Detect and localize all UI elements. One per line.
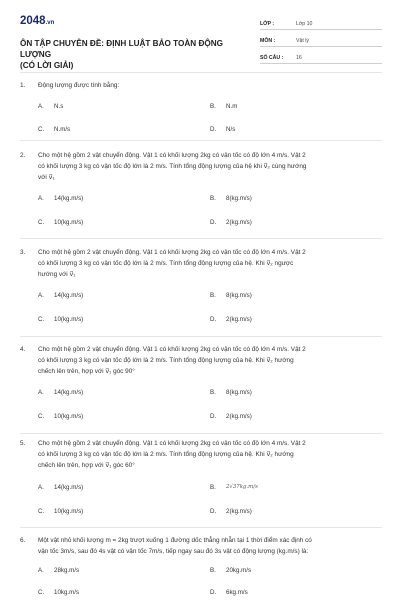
option-c[interactable]: C. 10(kg.m/s) xyxy=(38,508,84,515)
option-a[interactable]: A. 14(kg.m/s) xyxy=(38,292,84,299)
option-d[interactable]: D. 2(kg.m/s) xyxy=(210,219,252,226)
option-text: 10(kg.m/s) xyxy=(54,316,84,323)
question-text-line: Một vật nhỏ khối lượng m = 2kg trượt xuống 1 đường dốc thẳng nhẵn tại 1 thời điểm xác định có xyxy=(38,537,312,544)
option-c[interactable]: C. 10(kg.m/s) xyxy=(38,316,84,323)
meta-key: LỚP : xyxy=(260,21,275,27)
question-text-line: Cho một hệ gồm 2 vật chuyển động. Vật 1 có khối lượng 2kg có vận tốc có độ lớn 4 m/s. Vật 2 xyxy=(38,346,306,353)
question-3 xyxy=(20,247,382,323)
option-text: N.s xyxy=(54,103,64,110)
title-line-1: ÔN TẬP CHUYÊN ĐỀ: ĐỊNH LUẬT BẢO TOÀN ĐỘNG LƯỢNG xyxy=(20,39,224,59)
option-text: 2(kg.m/s) xyxy=(226,413,252,420)
option-d[interactable]: D. 2(kg.m/s) xyxy=(210,508,252,515)
header-left xyxy=(20,14,240,80)
document-title xyxy=(20,38,240,71)
question-text-line: Cho một hệ gồm 2 vật chuyển động. Vật 1 có khối lượng 2kg có vận tốc có độ lớn 4 m/s. Vật 2 xyxy=(38,249,306,256)
option-text: 8(kg.m/s) xyxy=(226,292,252,299)
brand-name: 2048 xyxy=(20,15,46,27)
option-d[interactable]: D. N/s xyxy=(210,126,236,133)
option-text: N/s xyxy=(226,126,236,133)
option-d[interactable]: D. 6kg.m/s xyxy=(210,589,248,596)
brand-logo[interactable] xyxy=(20,14,240,30)
option-text: 10(kg.m/s) xyxy=(54,413,84,420)
question-divider xyxy=(20,140,382,141)
option-a[interactable]: A. 28kg.m/s xyxy=(38,567,80,574)
question-text-line: Cho một hệ gồm 2 vật chuyển động. Vật 1 có khối lượng 2kg có vận tốc có độ lớn 4 m/s. Vật 2 xyxy=(38,152,306,159)
option-a[interactable]: A. 14(kg.m/s) xyxy=(38,195,84,202)
meta-row-count xyxy=(260,50,382,64)
option-text: 8(kg.m/s) xyxy=(226,195,252,202)
question-text-line: Cho một hệ gồm 2 vật chuyển động. Vật 1 có khối lượng 2kg có vận tốc có độ lớn 4 m/s. Vật 2 xyxy=(38,440,306,447)
option-text: 6kg.m/s xyxy=(226,589,248,596)
meta-info xyxy=(260,16,382,80)
meta-key: SỐ CÂU : xyxy=(260,55,284,61)
question-2 xyxy=(20,150,382,226)
meta-row-subject xyxy=(260,33,382,47)
question-1 xyxy=(20,80,382,133)
question-text-line: có khối lượng 3 kg có vận tốc độ lớn là 2 m/s. Tính tổng động lượng của hệ khi v⃗₂ cùng hướng xyxy=(38,163,307,170)
question-6 xyxy=(20,535,382,596)
question-text: Động lượng được tính bằng: xyxy=(38,82,120,89)
option-text: 2(kg.m/s) xyxy=(226,219,252,226)
option-d[interactable]: D. 2(kg.m/s) xyxy=(210,413,252,420)
meta-row-class xyxy=(260,16,382,30)
option-text: 10kg.m/s xyxy=(54,589,80,596)
question-number: 2. xyxy=(20,152,26,159)
meta-key: MÔN : xyxy=(260,38,276,44)
question-number: 1. xyxy=(20,82,26,89)
question-text-line: với v⃗₁ xyxy=(38,174,55,181)
question-number: 6. xyxy=(20,537,26,544)
question-divider xyxy=(20,433,382,434)
option-a[interactable]: A. N.s xyxy=(38,103,64,110)
option-a[interactable]: A. 14(kg.m/s) xyxy=(38,484,84,491)
question-4 xyxy=(20,344,382,420)
question-divider xyxy=(20,336,382,337)
option-text: 2√37kg.m/s xyxy=(226,484,258,490)
question-text-line: hướng với v⃗₁ xyxy=(38,271,76,278)
meta-value: Vật lý xyxy=(296,38,309,44)
option-b[interactable]: B. 2√37kg.m/s xyxy=(210,484,258,491)
brand-tld: .vn xyxy=(45,20,55,26)
option-d[interactable]: D. 2(kg.m/s) xyxy=(210,316,252,323)
option-text: 14(kg.m/s) xyxy=(54,292,84,299)
option-text: 2(kg.m/s) xyxy=(226,508,252,515)
question-text-line: chếch lên trên, hợp với v⃗₁ góc 60° xyxy=(38,462,135,469)
option-b[interactable]: B. N.m xyxy=(210,103,238,110)
question-number: 4. xyxy=(20,346,26,353)
option-c[interactable]: C. 10(kg.m/s) xyxy=(38,413,84,420)
option-text: 14(kg.m/s) xyxy=(54,389,84,396)
option-b[interactable]: B. 8(kg.m/s) xyxy=(210,292,252,299)
option-text: 14(kg.m/s) xyxy=(54,195,84,202)
question-divider xyxy=(20,238,382,239)
option-text: N.m/s xyxy=(54,126,71,133)
document-header xyxy=(20,14,382,80)
option-c[interactable]: C. 10(kg.m/s) xyxy=(38,219,84,226)
question-text-line: có khối lượng 3 kg có vận tốc độ lớn là 2 m/s. Tính tổng động lượng của hệ. Khi v⃗₂ hướng xyxy=(38,451,294,458)
option-text: 8(kg.m/s) xyxy=(226,389,252,396)
option-text: N.m xyxy=(226,103,238,110)
meta-value: 16 xyxy=(296,55,302,61)
question-text-line: vận tốc 3m/s, sau đó 4s vật có vận tốc 7m/s, tiếp ngay sau đó 3s vật có động lượng (kg.m/s) là: xyxy=(38,548,309,555)
option-text: 14(kg.m/s) xyxy=(54,484,84,491)
option-text: 2(kg.m/s) xyxy=(226,316,252,323)
meta-value: Lớp 10 xyxy=(296,21,313,27)
question-number: 5. xyxy=(20,440,26,447)
option-c[interactable]: C. N.m/s xyxy=(38,126,71,133)
question-number: 3. xyxy=(20,249,26,256)
question-text-line: chếch lên trên, hợp với v⃗₁ góc 90° xyxy=(38,368,135,375)
question-text-line: có khối lượng 3 kg có vận tốc độ lớn là 2 m/s. Tính tổng động lượng của hệ. Khi v⃗₂ ngược xyxy=(38,260,294,267)
header-divider xyxy=(20,72,382,73)
option-text: 20kg.m/s xyxy=(226,567,252,574)
option-c[interactable]: C. 10kg.m/s xyxy=(38,589,80,596)
option-b[interactable]: B. 20kg.m/s xyxy=(210,567,252,574)
option-text: 10(kg.m/s) xyxy=(54,219,84,226)
option-text: 10(kg.m/s) xyxy=(54,508,84,515)
question-divider xyxy=(20,527,382,528)
question-text-line: có khối lượng 3 kg có vận tốc độ lớn là 2 m/s. Tính tổng động lượng của hệ. Khi v⃗₂ hướng xyxy=(38,357,294,364)
title-line-2: (CÓ LỜI GIẢI) xyxy=(20,61,74,70)
option-b[interactable]: B. 8(kg.m/s) xyxy=(210,195,252,202)
option-text: 28kg.m/s xyxy=(54,567,80,574)
option-a[interactable]: A. 14(kg.m/s) xyxy=(38,389,84,396)
option-b[interactable]: B. 8(kg.m/s) xyxy=(210,389,252,396)
question-5 xyxy=(20,438,382,515)
